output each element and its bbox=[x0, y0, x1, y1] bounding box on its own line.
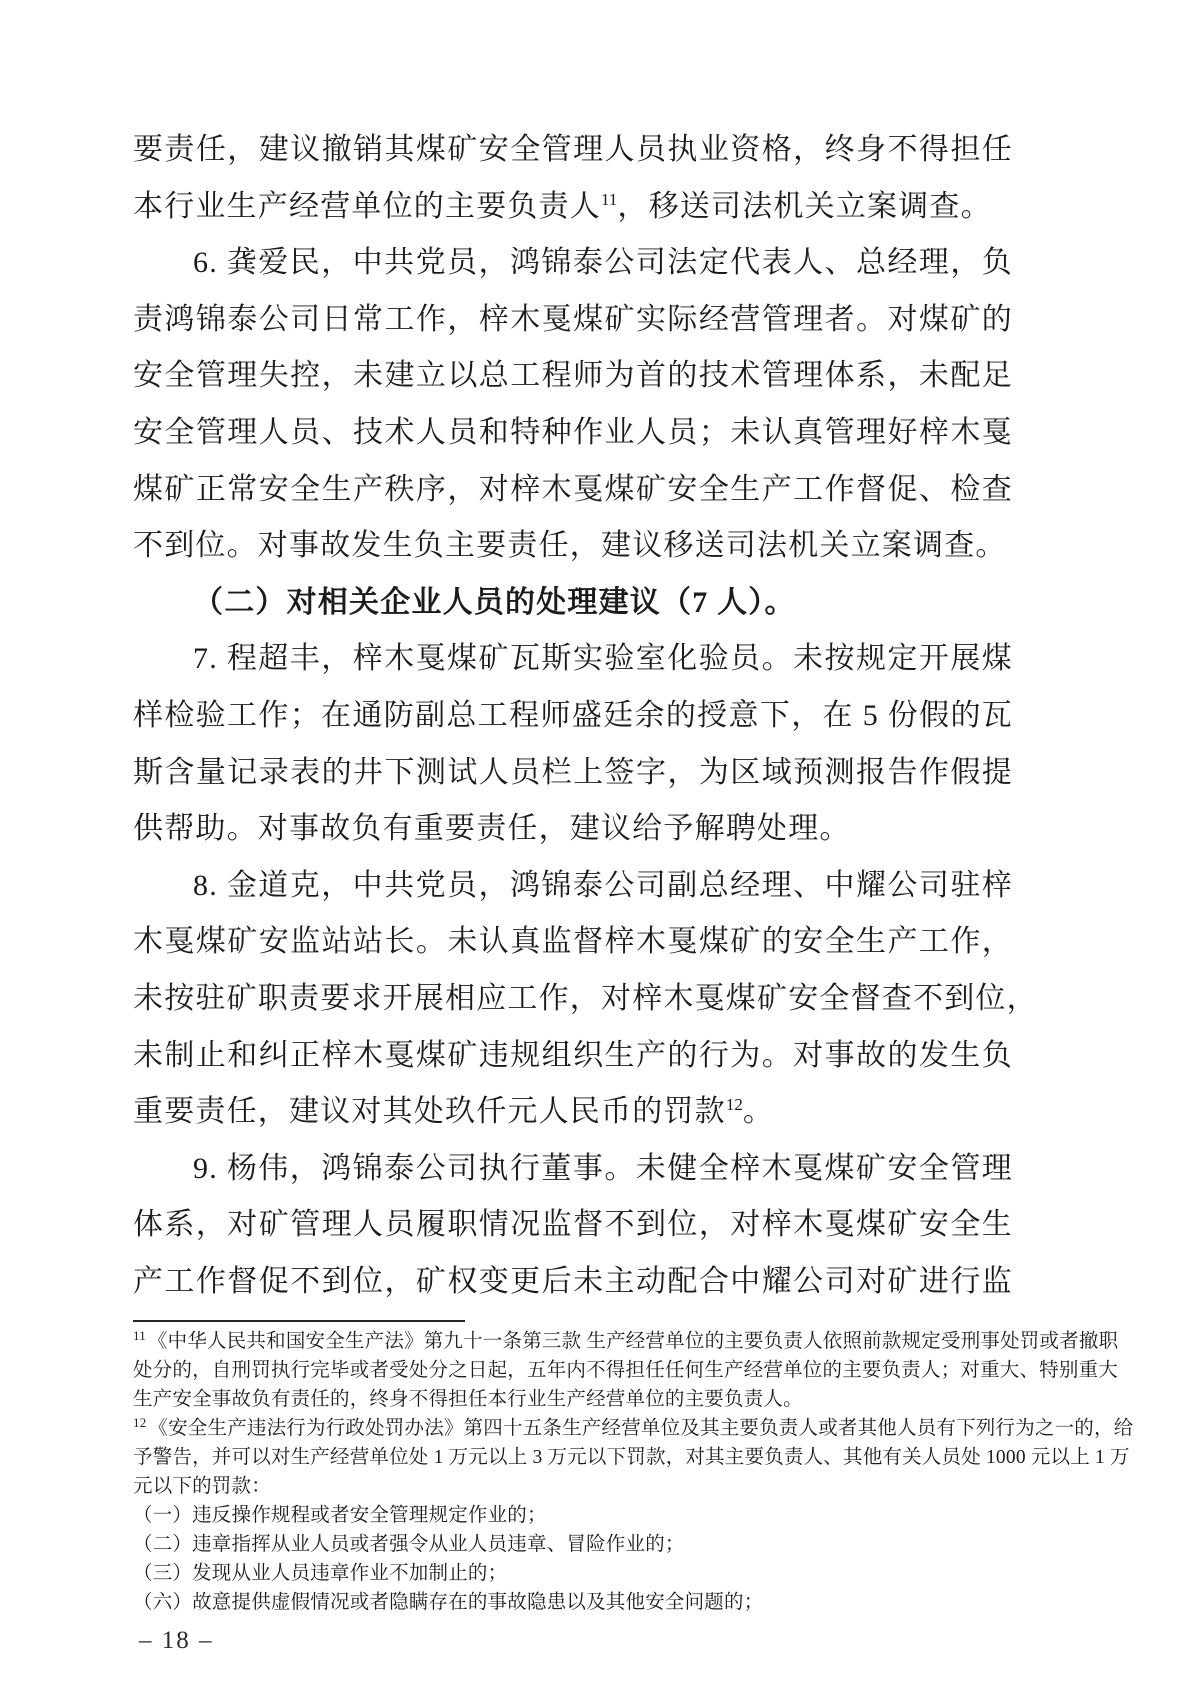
footnote-list-item: （二）违章指挥从业人员或者强令从业人员违章、冒险作业的； bbox=[133, 1534, 685, 1556]
page-number: – 18 – bbox=[139, 1627, 214, 1655]
body-line-text: ，移送司法机关立案调查。 bbox=[617, 189, 992, 223]
footnote-marker-12: 12 bbox=[133, 1414, 147, 1430]
footnotes bbox=[133, 1327, 1134, 1617]
body-line: 责鸿锦泰公司日常工作，梓木戛煤矿实际经营管理者。对煤矿的 bbox=[133, 302, 1013, 336]
footnote-line: 处分的，自刑罚执行完毕或者受处分之日起，五年内不得担任任何生产经营单位的主要负责人；对重大、特别重大 bbox=[133, 1360, 1119, 1382]
footnote-line bbox=[133, 1414, 1134, 1443]
footnote-list-item: （六）故意提供虚假情况或者隐瞒存在的事故隐患以及其他安全问题的； bbox=[133, 1592, 764, 1614]
body-line: 9. 杨伟，鸿锦泰公司执行董事。未健全梓木戛煤矿安全管理 bbox=[193, 1151, 1013, 1185]
footnote-ref-11: 11 bbox=[601, 189, 618, 209]
body-line-text: 重要责任，建议对其处玖仟元人民币的罚款 bbox=[133, 1095, 726, 1129]
body-line: 8. 金道克，中共党员，鸿锦泰公司副总经理、中耀公司驻梓 bbox=[193, 868, 1013, 902]
footnote-line: 元以下的罚款： bbox=[133, 1476, 271, 1498]
body-line bbox=[133, 179, 1013, 236]
body-text bbox=[133, 122, 1038, 1310]
body-line-text: 本行业生产经营单位的主要负责人 bbox=[133, 189, 601, 223]
section-heading: （二）对相关企业人员的处理建议（7 人）。 bbox=[193, 585, 796, 619]
body-line: 产工作督促不到位，矿权变更后未主动配合中耀公司对矿进行监 bbox=[133, 1264, 1013, 1298]
body-line: 6. 龚爱民，中共党员，鸿锦泰公司法定代表人、总经理，负 bbox=[193, 246, 1013, 280]
body-line-text: 。 bbox=[742, 1095, 775, 1129]
body-line: 煤矿正常安全生产秩序，对梓木戛煤矿安全生产工作督促、检查 bbox=[133, 472, 1013, 506]
footnote-12 bbox=[133, 1414, 1134, 1617]
body-line: 7. 程超丰，梓木戛煤矿瓦斯实验室化验员。未按规定开展煤 bbox=[193, 642, 1013, 676]
footnote-line bbox=[133, 1327, 1119, 1356]
footnote-marker-11: 11 bbox=[133, 1327, 146, 1343]
footnote-line: 予警告，并可以对生产经营单位处 1 万元以上 3 万元以下罚款，对其主要负责人、其他有关人员处 1000 元以上 1 万 bbox=[133, 1447, 1130, 1469]
body-line: 未制止和纠正梓木戛煤矿违规组织生产的行为。对事故的发生负 bbox=[133, 1038, 1013, 1072]
body-line: 供帮助。对事故负有重要责任，建议给予解聘处理。 bbox=[133, 812, 851, 846]
page-content bbox=[133, 122, 1134, 1655]
body-line: 未按驻矿职责要求开展相应工作，对梓木戛煤矿安全督查不到位， bbox=[133, 981, 1038, 1015]
body-line: 斯含量记录表的井下测试人员栏上签字，为区域预测报告作假提 bbox=[133, 755, 1013, 789]
body-line: 安全管理失控，未建立以总工程师为首的技术管理体系，未配足 bbox=[133, 359, 1013, 393]
footnote-line: 生产安全事故负有责任的，终身不得担任本行业生产经营单位的主要负责人。 bbox=[133, 1389, 803, 1411]
body-line: 样检验工作；在通防副总工程师盛廷余的授意下，在 5 份假的瓦 bbox=[133, 698, 1013, 732]
body-line: 不到位。对事故发生负主要责任，建议移送司法机关立案调查。 bbox=[133, 529, 1007, 563]
footnote-11 bbox=[133, 1327, 1119, 1414]
body-line: 要责任，建议撤销其煤矿安全管理人员执业资格，终身不得担任 bbox=[133, 133, 1013, 166]
footnote-list-item: （一）违反操作规程或者安全管理规定作业的； bbox=[133, 1505, 547, 1527]
footnote-list-item: （三）发现从业人员违章作业不加制止的； bbox=[133, 1563, 508, 1585]
body-line bbox=[133, 1084, 1013, 1141]
footnote-separator bbox=[133, 1320, 465, 1322]
footnote-text: 《中华人民共和国安全生产法》第九十一条第三款 生产经营单位的主要负责人依照前款规定受刑事处罚或者撤职 bbox=[147, 1331, 1119, 1353]
footnote-ref-12: 12 bbox=[725, 1095, 743, 1115]
body-line: 安全管理人员、技术人员和特种作业人员；未认真管理好梓木戛 bbox=[133, 415, 1013, 449]
body-line: 木戛煤矿安监站站长。未认真监督梓木戛煤矿的安全生产工作， bbox=[133, 925, 1013, 959]
footnote-text: 《安全生产违法行为行政处罚办法》第四十五条生产经营单位及其主要负责人或者其他人员有下列行为之一的，给 bbox=[148, 1418, 1134, 1440]
body-line: 体系，对矿管理人员履职情况监督不到位，对梓木戛煤矿安全生 bbox=[133, 1208, 1013, 1242]
